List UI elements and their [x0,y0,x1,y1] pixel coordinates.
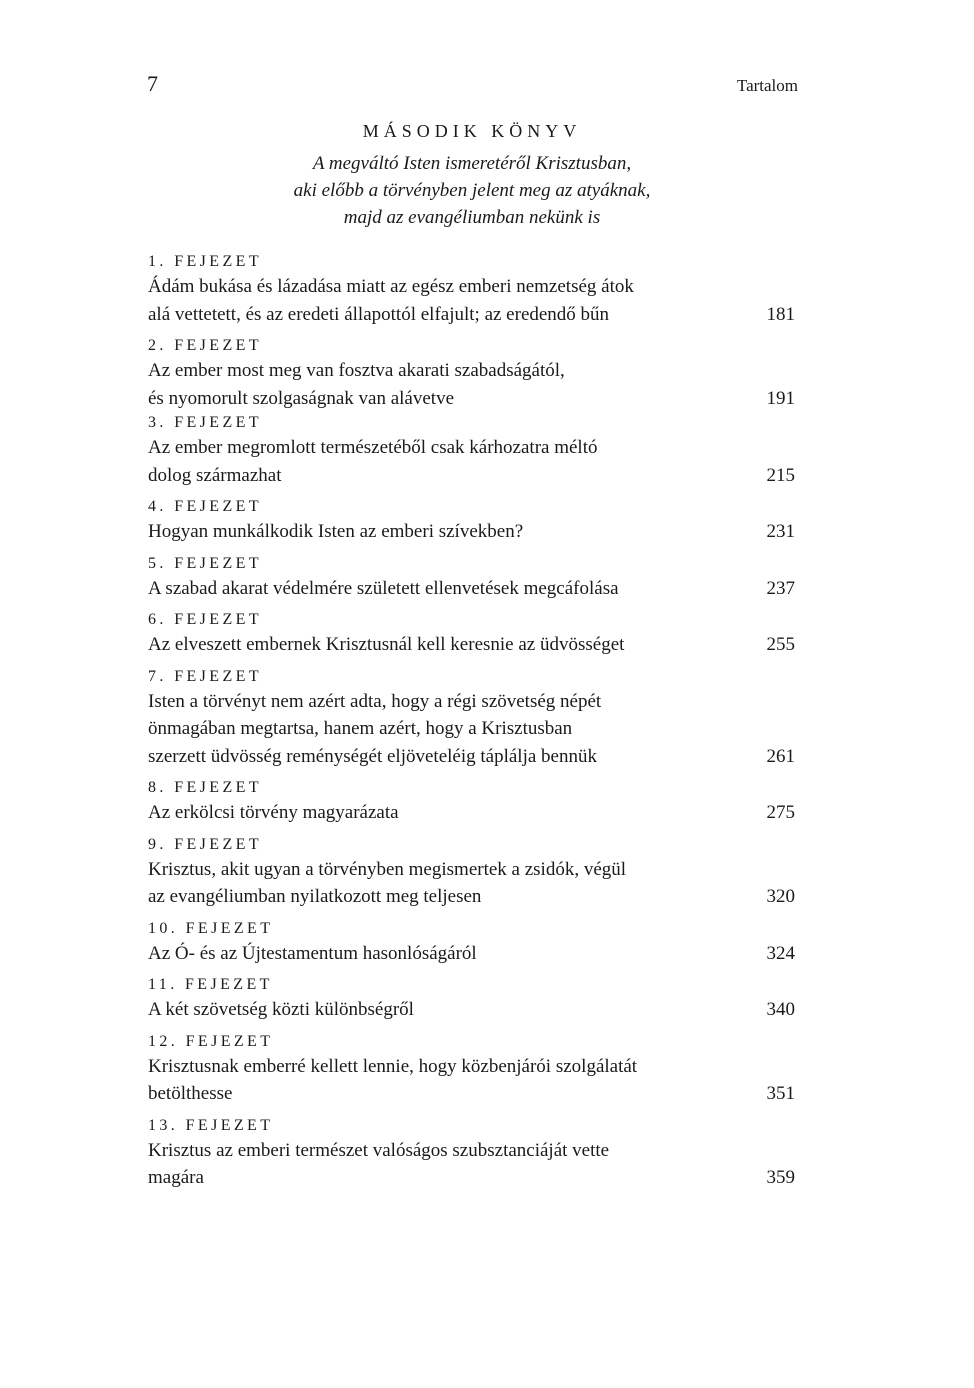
chapter-page-number: 324 [766,942,795,964]
chapter-title [148,357,738,412]
chapter-title-line: Az ember most meg van fosztva akarati szabadságától, [148,360,565,381]
chapter-label: 3. FEJEZET [148,414,262,431]
toc-chapter-11 [148,974,798,1024]
toc-chapter-9 [148,834,798,911]
chapter-label: 6. FEJEZET [148,611,262,628]
toc-chapter-12 [148,1031,798,1108]
chapter-title [148,1053,738,1108]
chapter-title [148,575,738,603]
chapter-title [148,688,738,771]
toc-entry [148,357,798,412]
book-subtitle [0,150,944,231]
toc-chapter-3 [148,412,798,489]
chapter-title-line: betölthesse [148,1083,233,1104]
chapter-title-line: önmagában megtartsa, hanem azért, hogy a Krisztusban [148,718,573,739]
page-number: 7 [147,71,158,96]
book-subtitle-line: majd az evangéliumban nekünk is [343,207,601,228]
toc-entry [148,688,798,771]
chapter-label: 1. FEJEZET [148,253,262,270]
chapter-label: 8. FEJEZET [148,779,262,796]
chapter-page-number: 275 [766,802,795,823]
chapter-title [148,434,738,489]
chapter-label: 12. FEJEZET [148,1032,274,1050]
chapter-title [148,1137,738,1192]
toc-chapter-2 [148,335,798,412]
toc-entry [148,1137,798,1192]
chapter-title-line: és nyomorult szolgaságnak van alávetve [148,387,455,409]
running-head: Tartalom [736,76,798,95]
book-subtitle-line: A megváltó Isten ismeretéről Krisztusban, [312,153,632,174]
toc-entry [148,940,798,968]
chapter-title [148,273,738,328]
chapter-page-number: 340 [766,999,795,1020]
toc-chapter-13 [148,1115,798,1192]
toc-chapter-4 [148,496,798,546]
chapter-page-number: 351 [766,1083,795,1104]
chapter-title-line: A két szövetség közti különbségről [148,999,414,1020]
chapter-title-line: Krisztus az emberi természet valóságos szubsztanciáját vette [148,1139,610,1161]
chapter-title [148,631,738,659]
chapter-title [148,518,738,546]
chapter-title-line: A szabad akarat védelmére született ellenvetések megcáfolása [148,577,619,599]
toc-entry [148,575,798,603]
toc-chapter-7 [148,666,798,771]
chapter-label: 5. FEJEZET [148,554,262,572]
chapter-title-line: Isten a törvényt nem azért adta, hogy a régi szövetség népét [148,690,602,712]
chapter-page-number: 181 [766,303,795,325]
toc-entry [148,799,798,827]
chapter-label: 2. FEJEZET [148,337,262,354]
toc-entry [148,631,798,659]
chapter-label: 13. FEJEZET [148,1116,274,1134]
toc-entry [148,273,798,328]
chapter-page-number: 359 [766,1167,795,1188]
toc-chapter-1 [148,251,798,328]
chapter-title-line: dolog származhat [148,464,282,486]
toc-chapter-10 [148,918,798,968]
toc-entry [148,518,798,546]
chapter-page-number: 320 [766,886,795,907]
chapter-label: 7. FEJEZET [148,667,262,685]
toc-entry [148,856,798,911]
toc-chapter-5 [148,553,798,603]
chapter-title-line: Krisztusnak emberré kellett lennie, hogy közbenjárói szolgálatát [148,1055,638,1077]
chapter-title-line: Krisztus, akit ugyan a törvényben megismertek a zsidók, végül [148,858,627,880]
chapter-label: 11. FEJEZET [148,976,273,993]
book-subtitle-line: aki előbb a törvényben jelent meg az atyáknak, [293,180,651,201]
chapter-page-number: 191 [766,387,795,409]
book-title: MÁSODIK KÖNYV [362,121,582,141]
toc-entry [148,996,798,1024]
chapter-page-number: 215 [766,464,795,486]
chapter-title-line: az evangéliumban nyilatkozott meg teljesen [148,886,482,907]
chapter-page-number: 255 [766,634,795,655]
chapter-title-line: Hogyan munkálkodik Isten az emberi szívekben? [148,521,524,542]
chapter-title [148,996,738,1024]
chapter-title-line: Az ember megromlott természetéből csak kárhozatra méltó [148,437,598,458]
chapter-label: 10. FEJEZET [148,919,274,937]
toc-entry [148,1053,798,1108]
chapter-title-line: szerzett üdvösség reménységét eljöveteléig táplálja bennük [148,745,597,767]
chapter-label: 4. FEJEZET [148,498,262,515]
chapter-title-line: Az erkölcsi törvény magyarázata [148,802,399,823]
chapter-label: 9. FEJEZET [148,835,262,853]
toc-chapter-6 [148,609,798,659]
chapter-title-line: Ádám bukása és lázadása miatt az egész emberi nemzetség átok [148,276,634,297]
chapter-page-number: 237 [766,577,795,599]
chapter-title-line: alá vettetett, és az eredeti állapottól elfajult; az eredendő bűn [148,303,610,325]
toc-chapter-8 [148,777,798,827]
toc-entry [148,434,798,489]
chapter-title [148,940,738,968]
chapter-title [148,799,738,827]
chapter-page-number: 261 [766,745,795,767]
chapter-title [148,856,738,911]
chapter-page-number: 231 [766,521,795,542]
table-of-contents [148,251,798,1199]
chapter-title-line: Az elveszett embernek Krisztusnál kell keresnie az üdvösséget [148,634,625,655]
chapter-title-line: Az Ó- és az Újtestamentum hasonlóságáról [148,942,477,964]
chapter-title-line: magára [148,1167,204,1188]
